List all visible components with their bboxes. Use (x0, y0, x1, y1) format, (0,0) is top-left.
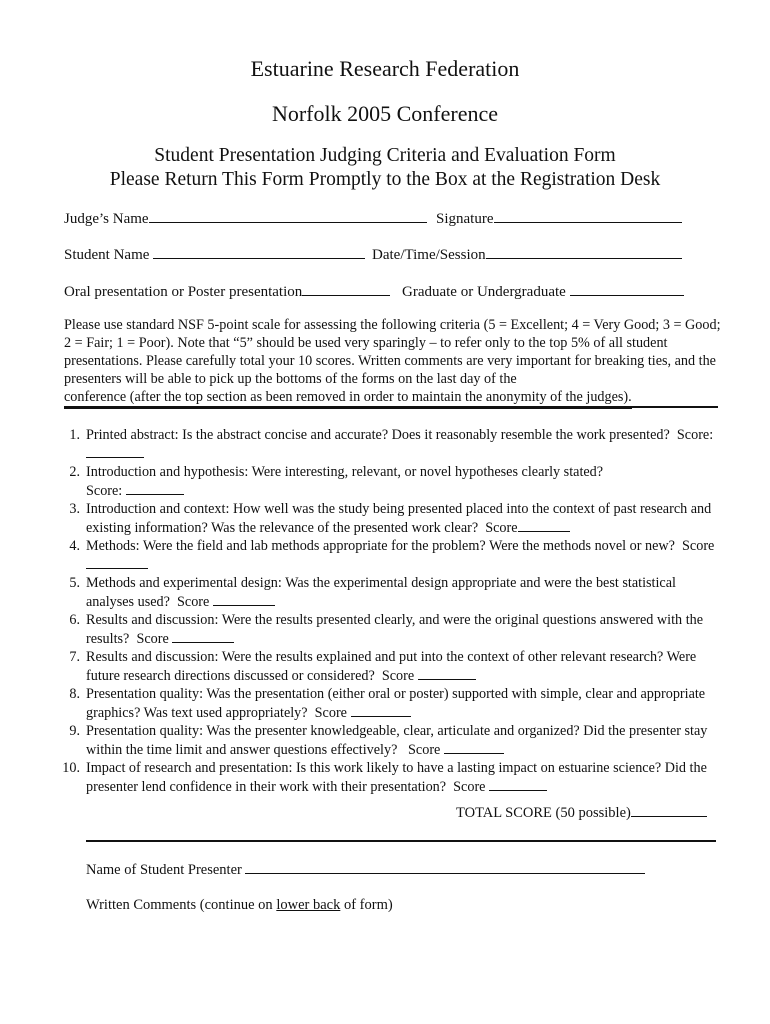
score-label: Score: (676, 427, 714, 443)
criterion-number: 4. (69, 538, 80, 554)
judge-name-blank[interactable] (149, 208, 427, 223)
criterion-number: 5. (69, 575, 80, 591)
criterion-number: 2. (69, 464, 80, 480)
score-blank[interactable] (444, 740, 504, 754)
criterion-item (64, 426, 724, 463)
score-blank[interactable] (489, 777, 547, 791)
score-label: Score (136, 631, 169, 647)
criterion-text: Impact of research and presentation: Is this work likely to have a lasting impact on estuarine science? Did the presenter lend confidence in their work with their presentation? (86, 760, 707, 795)
form-title: Student Presentation Judging Criteria and Evaluation Form (154, 145, 616, 166)
comments-suffix: of form) (343, 897, 393, 913)
judge-name-field[interactable] (64, 208, 427, 228)
organization-title: Estuarine Research Federation (250, 56, 520, 81)
score-blank[interactable] (351, 703, 411, 717)
section-divider (64, 406, 718, 408)
criterion-item (64, 500, 724, 537)
score-blank[interactable] (213, 592, 275, 606)
criterion-text: Presentation quality: Was the presenter knowledgeable, clear, articulate and organized? Did the presenter stay within the time limit and answer questions effectively? (86, 723, 708, 758)
score-label: Score (453, 779, 486, 795)
written-comments (86, 897, 393, 914)
criterion-item (64, 611, 724, 648)
comments-lower-back: lower back (276, 897, 341, 913)
date-time-session-label: Date/Time/Session (372, 247, 486, 263)
criterion-number: 3. (69, 501, 80, 517)
presentation-type-blank[interactable] (302, 281, 390, 296)
criterion-item (64, 537, 724, 574)
criterion-text: Printed abstract: Is the abstract concise and accurate? Does it reasonably resemble the work presented? (86, 427, 670, 443)
criteria-list (64, 426, 724, 796)
level-blank[interactable] (570, 281, 684, 296)
instructions-last-line: conference (after the top section as been removed in order to maintain the anonymity of the judges). (64, 388, 632, 409)
score-blank[interactable] (418, 666, 476, 680)
instructions-paragraph (64, 316, 724, 409)
criterion-item (64, 574, 724, 611)
score-label: Score: (86, 483, 123, 499)
criterion-text: Methods: Were the field and lab methods appropriate for the problem? Were the methods novel or new? (86, 538, 675, 554)
student-name-blank[interactable] (153, 244, 365, 259)
criterion-number: 10. (62, 760, 80, 776)
level-label: Graduate or Undergraduate (402, 284, 566, 300)
criterion-number: 9. (69, 723, 80, 739)
criterion-item (64, 722, 724, 759)
total-score-blank[interactable] (631, 803, 707, 817)
criterion-number: 7. (69, 649, 80, 665)
criterion-text: Methods and experimental design: Was the experimental design appropriate and were the best statistical analyses used? (86, 575, 676, 610)
criterion-text: Results and discussion: Were the results presented clearly, and were the original questions answered with the results? (86, 612, 704, 647)
conference-title: Norfolk 2005 Conference (271, 101, 499, 126)
student-name-field[interactable] (64, 244, 365, 264)
comments-prefix: Written Comments (continue on (86, 897, 273, 913)
score-blank[interactable] (86, 444, 144, 458)
presentation-type-label: Oral presentation or Poster presentation (64, 284, 303, 300)
criterion-item (64, 463, 724, 500)
signature-label: Signature (436, 211, 494, 227)
return-instruction: Please Return This Form Promptly to the Box at the Registration Desk (109, 169, 661, 190)
score-blank[interactable] (126, 481, 184, 495)
presentation-type-field[interactable] (64, 281, 390, 301)
criterion-text: Results and discussion: Were the results explained and put into the context of other relevant research? Were future research directions discussed or considered? (86, 649, 697, 684)
score-label: Score (485, 520, 518, 536)
score-blank[interactable] (86, 555, 148, 569)
student-name-label: Student Name (64, 247, 150, 263)
student-presenter-label: Name of Student Presenter (86, 862, 242, 878)
total-score-label: TOTAL SCORE (50 possible) (456, 805, 631, 821)
score-blank[interactable] (172, 629, 234, 643)
score-label: Score (314, 705, 347, 721)
score-label: Score (381, 668, 415, 684)
criterion-number: 6. (69, 612, 80, 628)
criterion-item (64, 648, 724, 685)
criterion-item (64, 685, 724, 722)
date-time-session-field[interactable] (372, 244, 682, 264)
signature-blank[interactable] (494, 208, 682, 223)
level-field[interactable] (402, 281, 684, 301)
score-label: Score (177, 594, 210, 610)
tear-off-divider (86, 840, 716, 842)
criterion-text: Introduction and context: How well was the study being presented placed into the context of past research and existing information? Was the relevance of the presented work clear? (86, 501, 712, 536)
score-label: Score (408, 742, 441, 758)
criterion-text: Introduction and hypothesis: Were interesting, relevant, or novel hypotheses clearly stated? (86, 464, 604, 480)
total-score-field[interactable] (456, 803, 707, 822)
student-presenter-field[interactable] (86, 860, 645, 879)
criterion-text: Presentation quality: Was the presentation (either oral or poster) supported with simple, clear and appropriate graphics? Was text used appropriately? (86, 686, 706, 721)
score-label: Score (682, 538, 715, 554)
signature-field[interactable] (436, 208, 682, 228)
date-time-session-blank[interactable] (486, 244, 682, 259)
judge-name-label: Judge’s Name (64, 211, 149, 227)
instructions-text: Please use standard NSF 5-point scale for assessing the following criteria (5 = Excellent; 4 = Very Good; 3 = Good; 2 = Fair; 1 = Poor). Note that “5” should be used very sparingly – to refer only to the top 5% of all student presentations. Please carefully total your 10 scores. Written comments are very important for breaking ties, and the presenters will be able to pick up the bottoms of the forms on the last day of the (64, 317, 721, 387)
student-presenter-blank[interactable] (245, 860, 645, 874)
criterion-item (64, 759, 724, 796)
score-blank[interactable] (518, 518, 570, 532)
criterion-number: 1. (69, 427, 80, 443)
criterion-number: 8. (69, 686, 80, 702)
